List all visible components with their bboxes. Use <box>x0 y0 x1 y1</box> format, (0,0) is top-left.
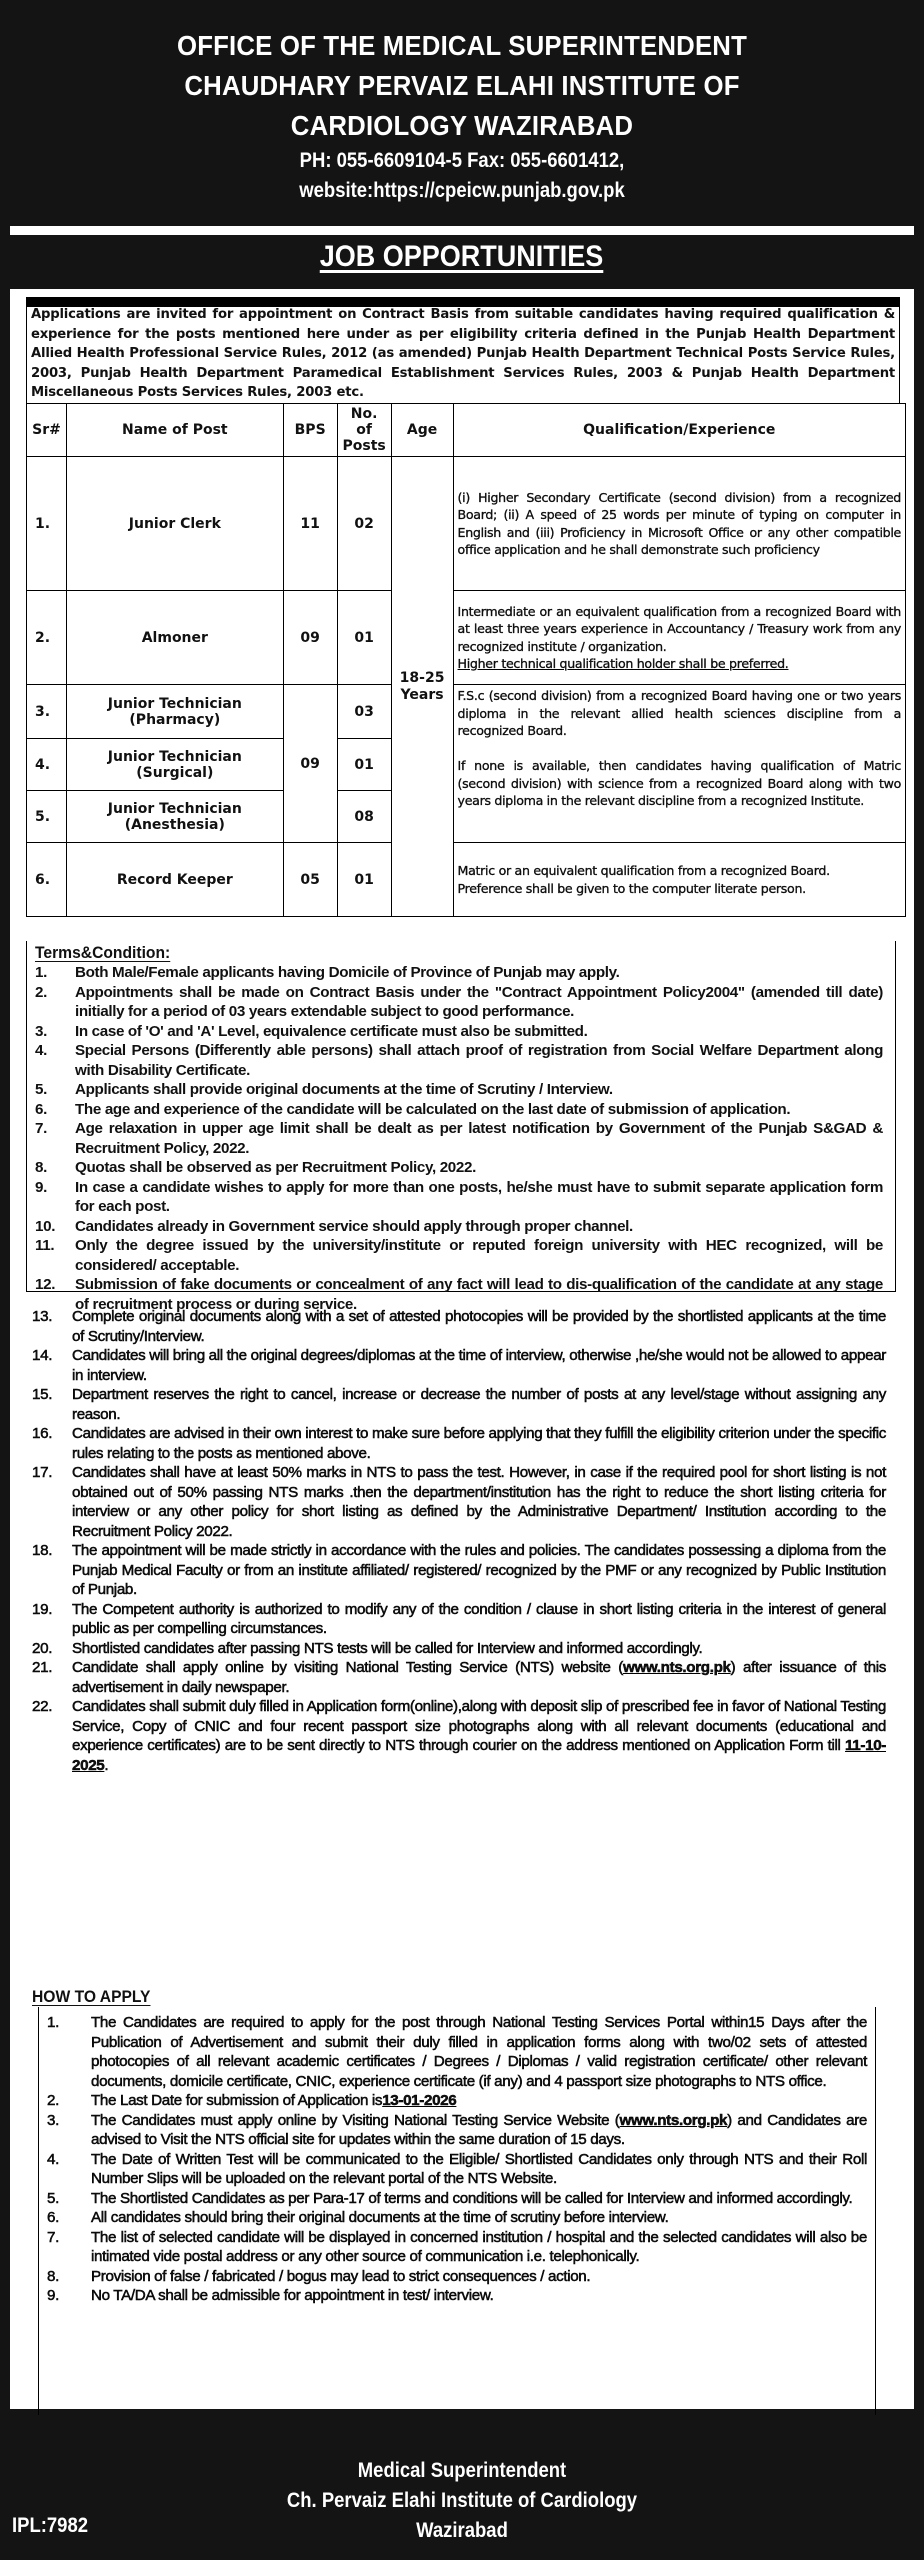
terms-continued <box>32 1307 886 1775</box>
cell-qualification <box>453 591 905 685</box>
cell-sr: 2. <box>27 591 67 685</box>
website-link[interactable]: website:https://cpeicw.punjab.gov.pk <box>299 179 625 202</box>
advertisement-body <box>10 289 914 2409</box>
how-to-apply-list-rest <box>47 2150 867 2306</box>
term-item <box>35 1236 883 1275</box>
apply-item-text: The Shortlisted Candidates as per Para-17 of terms and conditions will be called for Interview and informed accordingly. <box>91 2189 853 2207</box>
cell-sr: 4. <box>27 739 67 791</box>
how-to-apply-list <box>47 2013 867 2150</box>
phone-fax: PH: 055-6609104-5 Fax: 055-6601412, <box>299 149 625 172</box>
header-posts-line: of <box>356 422 372 438</box>
term-item <box>35 1158 883 1178</box>
term-item-text: In case of 'O' and 'A' Level, equivalence certificate must also be submitted. <box>75 1022 588 1040</box>
office-title: OFFICE OF THE MEDICAL SUPERINTENDENT <box>176 30 748 61</box>
term-item-number: 4. <box>35 1042 47 1059</box>
signature-block <box>0 2456 924 2546</box>
terms-list <box>35 963 883 1314</box>
terms-list-continued <box>32 1307 886 1658</box>
term-item-text: Candidates already in Government service should apply through proper channel. <box>75 1217 633 1235</box>
term-item-number: 20. <box>32 1639 53 1657</box>
term-item <box>35 1178 883 1217</box>
cell-post: Junior Clerk <box>66 457 283 591</box>
term-item-number: 9. <box>35 1178 47 1196</box>
jobs-table <box>26 403 906 917</box>
how-to-apply-heading: HOW TO APPLY <box>32 1987 151 2006</box>
term-item-text: In case a candidate wishes to apply for more than one posts, he/she must have to submit separate application form for each post. <box>75 1178 883 1215</box>
term-item-text: Submission of fake documents or concealment of any fact will lead to dis-qualification of the candidate at any stage of recruitment process or during service. <box>75 1276 883 1313</box>
term-item <box>32 1639 886 1659</box>
term-item <box>32 1424 886 1463</box>
term-item-text: Candidates will bring all the original degrees/diplomas at the time of interview, otherwise ,he/she would not be allowed to appear in interview. <box>72 1347 886 1384</box>
institute-name: CHAUDHARY PERVAIZ ELAHI INSTITUTE OF <box>184 70 740 101</box>
term-item-text: Both Male/Female applicants having Domicile of Province of Punjab may apply. <box>75 964 620 981</box>
term-item-text: The age and experience of the candidate will be calculated on the last date of submission of application. <box>75 1100 791 1118</box>
term-item-text: Age relaxation in upper age limit shall be dealt as per latest notification by Government of the Punjab S&GAD & Recruitment Policy, 2022. <box>75 1120 883 1157</box>
term-item-number: 16. <box>32 1425 53 1442</box>
qualification-alt-text: If none is available, then candidates having qualification of Matric (second division) with science from a recognized Board along with two years diploma in the relevant discipline from a recognized Institute. <box>457 758 901 808</box>
term-item-text: Applicants shall provide original documents at the time of Scrutiny / Interview. <box>75 1081 613 1098</box>
apply-text: The Last Date for submission of Application is <box>91 2092 383 2109</box>
apply-number: 3. <box>47 2111 59 2129</box>
term-item-text: The Competent authority is authorized to modify any of the condition / clause in short listing criteria in the interest of general public as per compelling circumstances. <box>72 1600 886 1637</box>
header-sr: Sr# <box>27 404 67 457</box>
header-post: Name of Post <box>66 404 283 457</box>
term-item <box>32 1385 886 1424</box>
term-item <box>32 1697 886 1775</box>
ipl-number: IPL:7982 <box>12 2514 89 2537</box>
term-item-number: 1. <box>35 964 47 981</box>
header-qualification: Qualification/Experience <box>453 404 905 457</box>
nts-website-link[interactable]: www.nts.org.pk <box>619 2111 728 2129</box>
term-item-text: Shortlisted candidates after passing NTS tests will be called for Interview and informed accordingly. <box>72 1639 703 1657</box>
apply-item-number: 5. <box>47 2189 59 2207</box>
cell-bps: 05 <box>283 843 337 917</box>
term-item-number: 17. <box>32 1464 53 1481</box>
institute-location: CARDIOLOGY WAZIRABAD <box>290 110 634 141</box>
cell-bps: 11 <box>283 457 337 591</box>
terms-box <box>26 941 896 1313</box>
term-item <box>35 1119 883 1158</box>
page-title <box>0 240 924 274</box>
term-item-text: Complete original documents along with a set of attested photocopies will be provided by the shortlisted applicants at the time of Scrutiny/Interview. <box>72 1308 886 1345</box>
cell-post <box>66 685 283 739</box>
term-item <box>35 1041 883 1080</box>
qualification-text: Matric or an equivalent qualification from a recognized Board. <box>457 863 830 878</box>
cell-qualification <box>453 685 905 843</box>
term-text: Candidates shall submit duly filled in Application form(online),along with deposit slip of prescribed fee in favor of National Testing Service, Copy of CNIC and four recent passport size photographs along with all relevant documents (educational and experience certificates) are to be sent directly to NTS through courier on the address mentioned on Application Form till <box>72 1698 886 1754</box>
term-item-number: 12. <box>35 1276 56 1293</box>
apply-item <box>47 2091 867 2111</box>
term-item-number: 5. <box>35 1081 47 1098</box>
header <box>0 0 924 206</box>
signatory-title: Medical Superintendent <box>357 2459 567 2482</box>
cell-posts: 03 <box>337 685 391 739</box>
intro-paragraph: Applications are invited for appointment on Contract Basis from suitable candidates having required qualification & experience for the posts mentioned here under as per eligibility criteria defined in the Punjab Health Department Allied Health Professional Service Rules, 2012 (as amended) Punjab Health Department Technical Posts Service Rules, 2003, Punjab Health Department Paramedical Establishment Services Rules, 2003 & Punjab Health Department Miscellaneous Posts Services Rules, 2003 etc. <box>26 305 900 403</box>
apply-number: 1. <box>47 2014 59 2031</box>
apply-item <box>47 2228 867 2267</box>
cell-sr: 3. <box>27 685 67 739</box>
page-title-text: JOB OPPORTUNITIES <box>320 240 604 273</box>
term-item-text: Appointments shall be made on Contract Basis under the "Contract Appointment Policy2004" (amended till date) initially for a period of 03 years extendable subject to good performance. <box>75 983 883 1020</box>
term-item <box>32 1463 886 1541</box>
header-posts <box>337 404 391 457</box>
header-age: Age <box>391 404 453 457</box>
term-item <box>32 1658 886 1697</box>
term-item-number: 8. <box>35 1159 47 1176</box>
cell-posts: 01 <box>337 591 391 685</box>
last-date: 13-01-2026 <box>382 2092 457 2109</box>
cell-sr: 1. <box>27 457 67 591</box>
term-item-number: 10. <box>35 1217 56 1235</box>
term-item-number: 11. <box>35 1237 55 1254</box>
apply-item <box>47 2208 867 2228</box>
table-row <box>27 591 906 685</box>
term-item-number: 18. <box>32 1542 53 1559</box>
cell-bps: 09 <box>283 591 337 685</box>
courier-deadline-date: 11-10-2025 <box>72 1737 886 1774</box>
separator-bar <box>10 226 914 235</box>
how-to-apply-box <box>38 2007 876 2415</box>
apply-item-number: 7. <box>47 2228 59 2246</box>
cell-sr: 6. <box>27 843 67 917</box>
term-item <box>32 1600 886 1639</box>
signatory-institute: Ch. Pervaiz Elahi Institute of Cardiology <box>286 2489 638 2512</box>
term-text: . <box>104 1756 109 1774</box>
table-row <box>27 457 906 591</box>
term-item-text: Candidates shall have at least 50% marks in NTS to pass the test. However, in case if the required pool for short listing is not obtained out of 50% passing NTS marks .then the department/institution has the right to reduce the short listing criteria for interview or any other policy for short listing as defined by the Administrative Department/ Institution according to the Recruitment Policy 2022. <box>72 1464 886 1540</box>
cell-post: Almoner <box>66 591 283 685</box>
signatory-city: Wazirabad <box>416 2519 508 2542</box>
apply-text: ) and Candidates are advised to Visit the NTS official site for updates within the same duration of 15 days. <box>91 2111 868 2148</box>
term-item <box>32 1541 886 1600</box>
term-item-text: The appointment will be made strictly in accordance with the rules and policies. The candidates possessing a diploma from the Punjab Medical Faculty or from an institute affiliated/ registered/ recognized by the PMF or any recognized by Public Institution of Punjab. <box>72 1542 886 1598</box>
term-item-number: 3. <box>35 1022 47 1040</box>
term-item-number: 2. <box>35 983 47 1001</box>
header-bps: BPS <box>283 404 337 457</box>
cell-age <box>391 457 453 917</box>
cell-bps: 09 <box>283 685 337 843</box>
table-header-row <box>27 404 906 457</box>
term-item <box>35 1080 883 1100</box>
term-item <box>35 963 883 983</box>
qualification-note: Preference shall be given to the computer literate person. <box>457 880 806 896</box>
term-item-text: Candidates are advised in their own interest to make sure before applying that they fulfill the eligibility criterion under the specific rules relating to the posts as mentioned above. <box>72 1425 886 1462</box>
apply-item-text: No TA/DA shall be admissible for appointment in test/ interview. <box>91 2287 494 2304</box>
header-posts-line: Posts <box>342 438 386 454</box>
age-range: 18-25 <box>399 669 445 686</box>
cell-posts: 02 <box>337 457 391 591</box>
apply-text: The Candidates are required to apply for the post through National Testing Services Portal within15 Days after the Publication of Advertisement and submit their duly filled in application forms along with two/02 sets of attested photocopies of all relevant academic certificates / Degrees / Diplomas / valid registration certificate/ other relevant documents, domicile certificate, CNIC, experience certificate (if any) and 4 passport size photographs to NTS office. <box>91 2014 867 2090</box>
apply-item-number: 6. <box>47 2209 59 2226</box>
term-item-number: 14. <box>32 1347 53 1364</box>
term-item <box>35 983 883 1022</box>
age-unit: Years <box>400 686 444 703</box>
cell-qualification <box>453 843 905 917</box>
term-number: 21. <box>32 1659 53 1676</box>
post-specialty: (Anesthesia) <box>124 816 225 833</box>
cell-posts: 01 <box>337 739 391 791</box>
cell-post <box>66 791 283 843</box>
post-specialty: (Surgical) <box>136 764 214 781</box>
post-name: Junior Technician <box>107 695 242 712</box>
post-name: Junior Technician <box>107 748 242 765</box>
qualification-text: F.S.c (second division) from a recognized Board having one or two years diploma in the relevant allied health sciences discipline from a recognized Board. <box>457 688 901 738</box>
apply-text: The Candidates must apply online by Visiting National Testing Service Website ( <box>91 2111 620 2129</box>
cell-posts: 08 <box>337 791 391 843</box>
apply-item <box>47 2286 867 2306</box>
term-item <box>32 1307 886 1346</box>
term-item-number: 13. <box>32 1308 53 1325</box>
qualification-note: Higher technical qualification holder shall be preferred. <box>457 656 789 671</box>
qualification-text: Intermediate or an equivalent qualification from a recognized Board with at least three years experience in Accountancy / Treasury work from any recognized institute / organization. <box>457 603 901 654</box>
term-number: 22. <box>32 1698 53 1715</box>
term-item <box>32 1346 886 1385</box>
term-item-number: 7. <box>35 1120 47 1137</box>
cell-qualification: (i) Higher Secondary Certificate (second division) from a recognized Board; (ii) A speed of 25 words per minute of typing on computer in English and (iii) Proficiency in Microsoft Office or any other compatible office application and he shall demonstrate such proficiency <box>453 457 905 591</box>
apply-item <box>47 2267 867 2287</box>
table-row <box>27 685 906 739</box>
apply-item <box>47 2189 867 2209</box>
cell-posts: 01 <box>337 843 391 917</box>
apply-item <box>47 2111 867 2150</box>
term-item-number: 15. <box>32 1386 53 1403</box>
table-row <box>27 843 906 917</box>
cell-sr: 5. <box>27 791 67 843</box>
apply-item <box>47 2150 867 2189</box>
nts-website-link[interactable]: www.nts.org.pk <box>622 1659 731 1676</box>
term-item-text: Quotas shall be observed as per Recruitment Policy, 2022. <box>75 1159 476 1176</box>
apply-item-text: The Date of Written Test will be communicated to the Eligible/ Shortlisted Candidates only through NTS and their Roll Number Slips will be uploaded on the relevant portal of the NTS Website. <box>91 2150 867 2187</box>
apply-item-number: 9. <box>47 2287 59 2304</box>
term-item-number: 19. <box>32 1600 53 1618</box>
apply-item-text: The list of selected candidate will be displayed in concerned institution / hospital and the selected candidates will also be intimated vide postal address or any other source of communication i.e. telephonically. <box>91 2228 867 2265</box>
term-text: Candidate shall apply online by visiting National Testing Service (NTS) website ( <box>72 1659 623 1676</box>
cell-post <box>66 739 283 791</box>
header-posts-line: No. <box>350 406 378 422</box>
apply-item-text: Provision of false / fabricated / bogus may lead to strict consequences / action. <box>91 2267 591 2285</box>
post-name: Junior Technician <box>107 800 242 817</box>
apply-item-number: 4. <box>47 2150 59 2168</box>
term-item <box>35 1217 883 1237</box>
post-specialty: (Pharmacy) <box>129 711 221 728</box>
term-item-text: Special Persons (Differently able persons) shall attach proof of registration from Social Welfare Department along with Disability Certificate. <box>75 1042 883 1079</box>
term-item-text: Department reserves the right to cancel, increase or decrease the number of posts at any level/stage without assigning any reason. <box>72 1386 886 1423</box>
apply-item-text: All candidates should bring their original documents at the time of scrutiny before interview. <box>91 2209 669 2226</box>
terms-heading: Terms&Condition: <box>35 943 171 962</box>
terms-list-links <box>32 1658 886 1775</box>
apply-item-number: 8. <box>47 2267 59 2285</box>
term-item <box>35 1100 883 1120</box>
term-item <box>35 1022 883 1042</box>
term-item-number: 6. <box>35 1100 47 1118</box>
term-text: ) after issuance of this advertisement in daily newspaper. <box>72 1659 886 1696</box>
term-item-text: Only the degree issued by the university/institute or reputed foreign university with HEC recognized, will be considered/ acceptable. <box>75 1237 883 1274</box>
apply-item <box>47 2013 867 2091</box>
apply-number: 2. <box>47 2092 59 2109</box>
cell-post: Record Keeper <box>66 843 283 917</box>
